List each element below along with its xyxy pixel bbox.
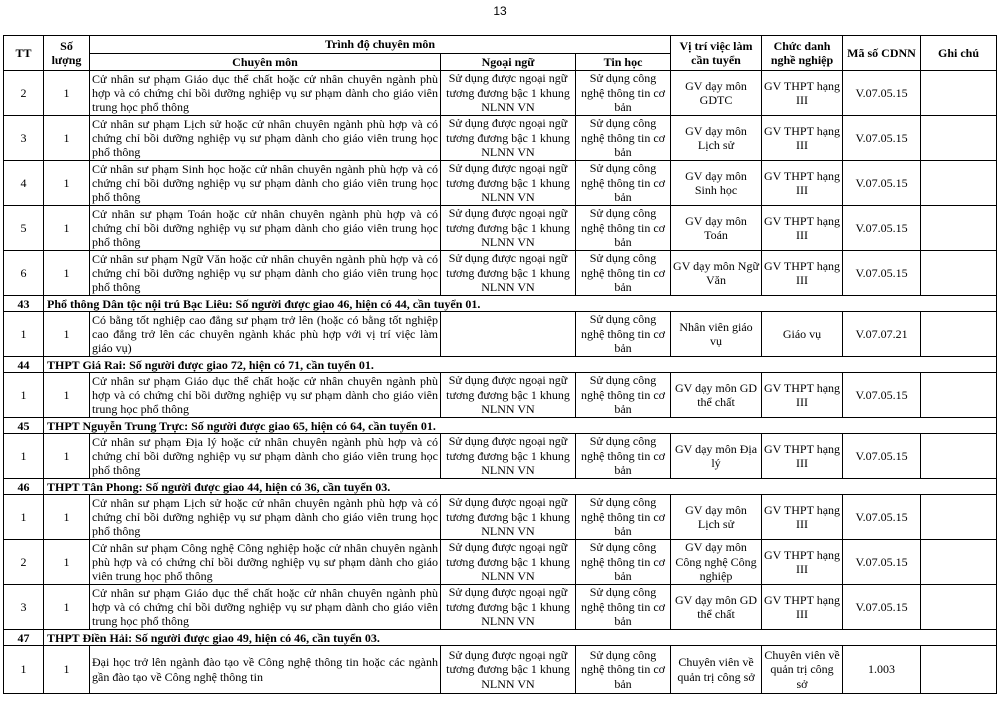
cell-ma-so: V.07.05.15 [843, 116, 921, 161]
header-ma-so: Mã số CDNN [843, 36, 921, 71]
cell-chuc-danh: GV THPT hạng III [762, 161, 843, 206]
cell-tt: 1 [4, 373, 44, 418]
cell-chuyen-mon: Cử nhân sư phạm Công nghệ Công nghiệp hoặc cử nhân chuyên ngành phù hợp và có chứng chỉ bồi dưỡng nghiệp vụ sư phạm dành cho giáo viên trung học phổ thông [90, 540, 441, 585]
header-ghi-chu: Ghi chú [921, 36, 997, 71]
cell-tt: 1 [4, 495, 44, 540]
cell-so-luong: 1 [44, 312, 90, 357]
cell-ma-so: V.07.05.15 [843, 206, 921, 251]
cell-so-luong: 1 [44, 116, 90, 161]
header-chuyen-mon: Chuyên môn [90, 54, 441, 71]
cell-vi-tri: Chuyên viên về quản trị công sở [671, 646, 762, 694]
cell-chuc-danh: GV THPT hạng III [762, 116, 843, 161]
section-number: 44 [4, 357, 44, 373]
cell-tin-hoc: Sử dụng công nghệ thông tin cơ bản [576, 373, 671, 418]
cell-chuc-danh: GV THPT hạng III [762, 495, 843, 540]
section-number: 47 [4, 630, 44, 646]
cell-tin-hoc: Sử dụng công nghệ thông tin cơ bản [576, 161, 671, 206]
cell-tin-hoc: Sử dụng công nghệ thông tin cơ bản [576, 434, 671, 479]
cell-ghi-chu [921, 540, 997, 585]
cell-ngoai-ngu: Sử dụng được ngoại ngữ tương đương bậc 1 khung NLNN VN [441, 434, 576, 479]
cell-ghi-chu [921, 495, 997, 540]
section-number: 45 [4, 418, 44, 434]
table-row [4, 646, 997, 694]
cell-vi-tri: GV dạy môn Lịch sử [671, 495, 762, 540]
table-row [4, 161, 997, 206]
cell-tin-hoc: Sử dụng công nghệ thông tin cơ bản [576, 312, 671, 357]
cell-ma-so: V.07.05.15 [843, 585, 921, 630]
cell-ghi-chu [921, 251, 997, 296]
cell-chuc-danh: Giáo vụ [762, 312, 843, 357]
section-row [4, 479, 997, 495]
cell-tt: 2 [4, 71, 44, 116]
cell-tt: 3 [4, 585, 44, 630]
cell-so-luong: 1 [44, 206, 90, 251]
cell-ma-so: V.07.05.15 [843, 71, 921, 116]
cell-vi-tri: GV dạy môn Toán [671, 206, 762, 251]
table-row [4, 585, 997, 630]
cell-chuyen-mon: Cử nhân sư phạm Giáo dục thể chất hoặc cử nhân chuyên ngành phù hợp và có chứng chỉ bồi dưỡng nghiệp vụ sư phạm dành cho giáo viên trung học phổ thông [90, 585, 441, 630]
cell-ma-so: V.07.05.15 [843, 373, 921, 418]
section-number: 43 [4, 296, 44, 312]
table-row [4, 206, 997, 251]
cell-ma-so: V.07.05.15 [843, 251, 921, 296]
cell-vi-tri: GV dạy môn Công nghệ Công nghiệp [671, 540, 762, 585]
cell-chuc-danh: Chuyên viên về quản trị công sở [762, 646, 843, 694]
cell-ghi-chu [921, 71, 997, 116]
header-ngoai-ngu: Ngoại ngữ [441, 54, 576, 71]
cell-ghi-chu [921, 646, 997, 694]
cell-ghi-chu [921, 161, 997, 206]
cell-vi-tri: GV dạy môn Lịch sử [671, 116, 762, 161]
cell-ma-so: V.07.07.21 [843, 312, 921, 357]
cell-chuc-danh: GV THPT hạng III [762, 585, 843, 630]
cell-chuyen-mon: Có bằng tốt nghiệp cao đẳng sư phạm trở lên (hoặc có bằng tốt nghiệp cao đẳng trở lên các chuyên ngành khác phù hợp với vị trí việc làm giáo vụ) [90, 312, 441, 357]
cell-so-luong: 1 [44, 646, 90, 694]
section-title: Phổ thông Dân tộc nội trú Bạc Liêu: Số người được giao 46, hiện có 44, cần tuyển 01. [44, 296, 997, 312]
cell-chuc-danh: GV THPT hạng III [762, 206, 843, 251]
cell-tt: 1 [4, 434, 44, 479]
recruitment-table [3, 35, 997, 694]
section-row [4, 630, 997, 646]
cell-tt: 5 [4, 206, 44, 251]
cell-chuyen-mon: Cử nhân sư phạm Địa lý hoặc cử nhân chuyên ngành phù hợp và có chứng chỉ bồi dưỡng nghiệp vụ sư phạm dành cho giáo viên trung học phổ thông [90, 434, 441, 479]
cell-chuyen-mon: Cử nhân sư phạm Toán hoặc cử nhân chuyên ngành phù hợp và có chứng chỉ bồi dưỡng nghiệp vụ sư phạm dành cho giáo viên trung học phổ thông [90, 206, 441, 251]
cell-ma-so: V.07.05.15 [843, 540, 921, 585]
cell-vi-tri: GV dạy môn Ngữ Văn [671, 251, 762, 296]
cell-chuc-danh: GV THPT hạng III [762, 434, 843, 479]
cell-tt: 2 [4, 540, 44, 585]
cell-ngoai-ngu [441, 312, 576, 357]
cell-chuyen-mon: Cử nhân sư phạm Giáo dục thể chất hoặc cử nhân chuyên ngành phù hợp và có chứng chỉ bồi dưỡng nghiệp vụ sư phạm dành cho giáo viên trung học phổ thông [90, 71, 441, 116]
cell-vi-tri: GV dạy môn Địa lý [671, 434, 762, 479]
cell-ghi-chu [921, 206, 997, 251]
table-row [4, 312, 997, 357]
cell-ngoai-ngu: Sử dụng được ngoại ngữ tương đương bậc 1 khung NLNN VN [441, 646, 576, 694]
section-title: THPT Nguyễn Trung Trực: Số người được giao 65, hiện có 64, cần tuyển 01. [44, 418, 997, 434]
section-title: THPT Tân Phong: Số người được giao 44, hiện có 36, cần tuyển 03. [44, 479, 997, 495]
cell-tt: 1 [4, 312, 44, 357]
cell-ma-so: V.07.05.15 [843, 434, 921, 479]
cell-ngoai-ngu: Sử dụng được ngoại ngữ tương đương bậc 1 khung NLNN VN [441, 585, 576, 630]
cell-so-luong: 1 [44, 495, 90, 540]
cell-tin-hoc: Sử dụng công nghệ thông tin cơ bản [576, 71, 671, 116]
cell-tin-hoc: Sử dụng công nghệ thông tin cơ bản [576, 206, 671, 251]
cell-chuyen-mon: Cử nhân sư phạm Ngữ Văn hoặc cử nhân chuyên ngành phù hợp và có chứng chỉ bồi dưỡng nghiệp vụ sư phạm dành cho giáo viên trung học phổ thông [90, 251, 441, 296]
table-row [4, 373, 997, 418]
section-title: THPT Điền Hải: Số người được giao 49, hiện có 46, cần tuyển 03. [44, 630, 997, 646]
cell-vi-tri: GV dạy môn Sinh học [671, 161, 762, 206]
cell-so-luong: 1 [44, 71, 90, 116]
cell-ngoai-ngu: Sử dụng được ngoại ngữ tương đương bậc 1 khung NLNN VN [441, 206, 576, 251]
cell-ghi-chu [921, 585, 997, 630]
cell-ngoai-ngu: Sử dụng được ngoại ngữ tương đương bậc 1 khung NLNN VN [441, 161, 576, 206]
cell-vi-tri: GV dạy môn GDTC [671, 71, 762, 116]
cell-chuc-danh: GV THPT hạng III [762, 251, 843, 296]
section-row [4, 296, 997, 312]
cell-tt: 1 [4, 646, 44, 694]
cell-ghi-chu [921, 434, 997, 479]
cell-tt: 4 [4, 161, 44, 206]
cell-so-luong: 1 [44, 251, 90, 296]
cell-ngoai-ngu: Sử dụng được ngoại ngữ tương đương bậc 1 khung NLNN VN [441, 495, 576, 540]
table-row [4, 71, 997, 116]
header-so-luong: Số lượng [44, 36, 90, 71]
cell-ma-so: V.07.05.15 [843, 495, 921, 540]
cell-chuyen-mon: Cử nhân sư phạm Giáo dục thể chất hoặc cử nhân chuyên ngành phù hợp và có chứng chỉ bồi dưỡng nghiệp vụ sư phạm dành cho giáo viên trung học phổ thông [90, 373, 441, 418]
cell-ghi-chu [921, 312, 997, 357]
table-row [4, 495, 997, 540]
table-row [4, 540, 997, 585]
cell-chuc-danh: GV THPT hạng III [762, 373, 843, 418]
cell-so-luong: 1 [44, 434, 90, 479]
cell-ghi-chu [921, 116, 997, 161]
cell-ngoai-ngu: Sử dụng được ngoại ngữ tương đương bậc 1 khung NLNN VN [441, 540, 576, 585]
cell-ma-so: 1.003 [843, 646, 921, 694]
cell-ngoai-ngu: Sử dụng được ngoại ngữ tương đương bậc 1 khung NLNN VN [441, 71, 576, 116]
section-title: THPT Giá Rai: Số người được giao 72, hiện có 71, cần tuyển 01. [44, 357, 997, 373]
header-tt: TT [4, 36, 44, 71]
cell-chuyen-mon: Cử nhân sư phạm Sinh học hoặc cử nhân chuyên ngành phù hợp và có chứng chỉ bồi dưỡng nghiệp vụ sư phạm dành cho giáo viên trung học phổ thông [90, 161, 441, 206]
section-row [4, 357, 997, 373]
cell-ghi-chu [921, 373, 997, 418]
header-trinh-do: Trình độ chuyên môn [90, 36, 671, 54]
page-number: 13 [493, 4, 507, 18]
cell-ngoai-ngu: Sử dụng được ngoại ngữ tương đương bậc 1 khung NLNN VN [441, 373, 576, 418]
table-body [4, 71, 997, 694]
cell-chuc-danh: GV THPT hạng III [762, 71, 843, 116]
cell-vi-tri: Nhân viên giáo vụ [671, 312, 762, 357]
cell-tin-hoc: Sử dụng công nghệ thông tin cơ bản [576, 646, 671, 694]
cell-ngoai-ngu: Sử dụng được ngoại ngữ tương đương bậc 1 khung NLNN VN [441, 116, 576, 161]
header-vi-tri: Vị trí việc làm cần tuyển [671, 36, 762, 71]
cell-vi-tri: GV dạy môn GD thể chất [671, 373, 762, 418]
cell-so-luong: 1 [44, 540, 90, 585]
cell-tt: 6 [4, 251, 44, 296]
header-chuc-danh: Chức danh nghề nghiệp [762, 36, 843, 71]
cell-so-luong: 1 [44, 161, 90, 206]
cell-vi-tri: GV dạy môn GD thể chất [671, 585, 762, 630]
cell-so-luong: 1 [44, 585, 90, 630]
table-row [4, 116, 997, 161]
section-number: 46 [4, 479, 44, 495]
header-tin-hoc: Tin học [576, 54, 671, 71]
cell-ngoai-ngu: Sử dụng được ngoại ngữ tương đương bậc 1 khung NLNN VN [441, 251, 576, 296]
cell-tin-hoc: Sử dụng công nghệ thông tin cơ bản [576, 540, 671, 585]
cell-tin-hoc: Sử dụng công nghệ thông tin cơ bản [576, 251, 671, 296]
cell-so-luong: 1 [44, 373, 90, 418]
cell-tin-hoc: Sử dụng công nghệ thông tin cơ bản [576, 495, 671, 540]
section-row [4, 418, 997, 434]
cell-chuyen-mon: Đại học trở lên ngành đào tạo về Công nghệ thông tin hoặc các ngành gần đào tạo về Công nghệ thông tin [90, 646, 441, 694]
cell-tin-hoc: Sử dụng công nghệ thông tin cơ bản [576, 116, 671, 161]
cell-ma-so: V.07.05.15 [843, 161, 921, 206]
cell-tt: 3 [4, 116, 44, 161]
cell-chuyen-mon: Cử nhân sư phạm Lịch sử hoặc cử nhân chuyên ngành phù hợp và có chứng chỉ bồi dưỡng nghiệp vụ sư phạm dành cho giáo viên trung học phổ thông [90, 116, 441, 161]
table-row [4, 434, 997, 479]
table-row [4, 251, 997, 296]
cell-chuc-danh: GV THPT hạng III [762, 540, 843, 585]
cell-chuyen-mon: Cử nhân sư phạm Lịch sử hoặc cử nhân chuyên ngành phù hợp và có chứng chỉ bồi dưỡng nghiệp vụ sư phạm dành cho giáo viên trung học phổ thông [90, 495, 441, 540]
cell-tin-hoc: Sử dụng công nghệ thông tin cơ bản [576, 585, 671, 630]
